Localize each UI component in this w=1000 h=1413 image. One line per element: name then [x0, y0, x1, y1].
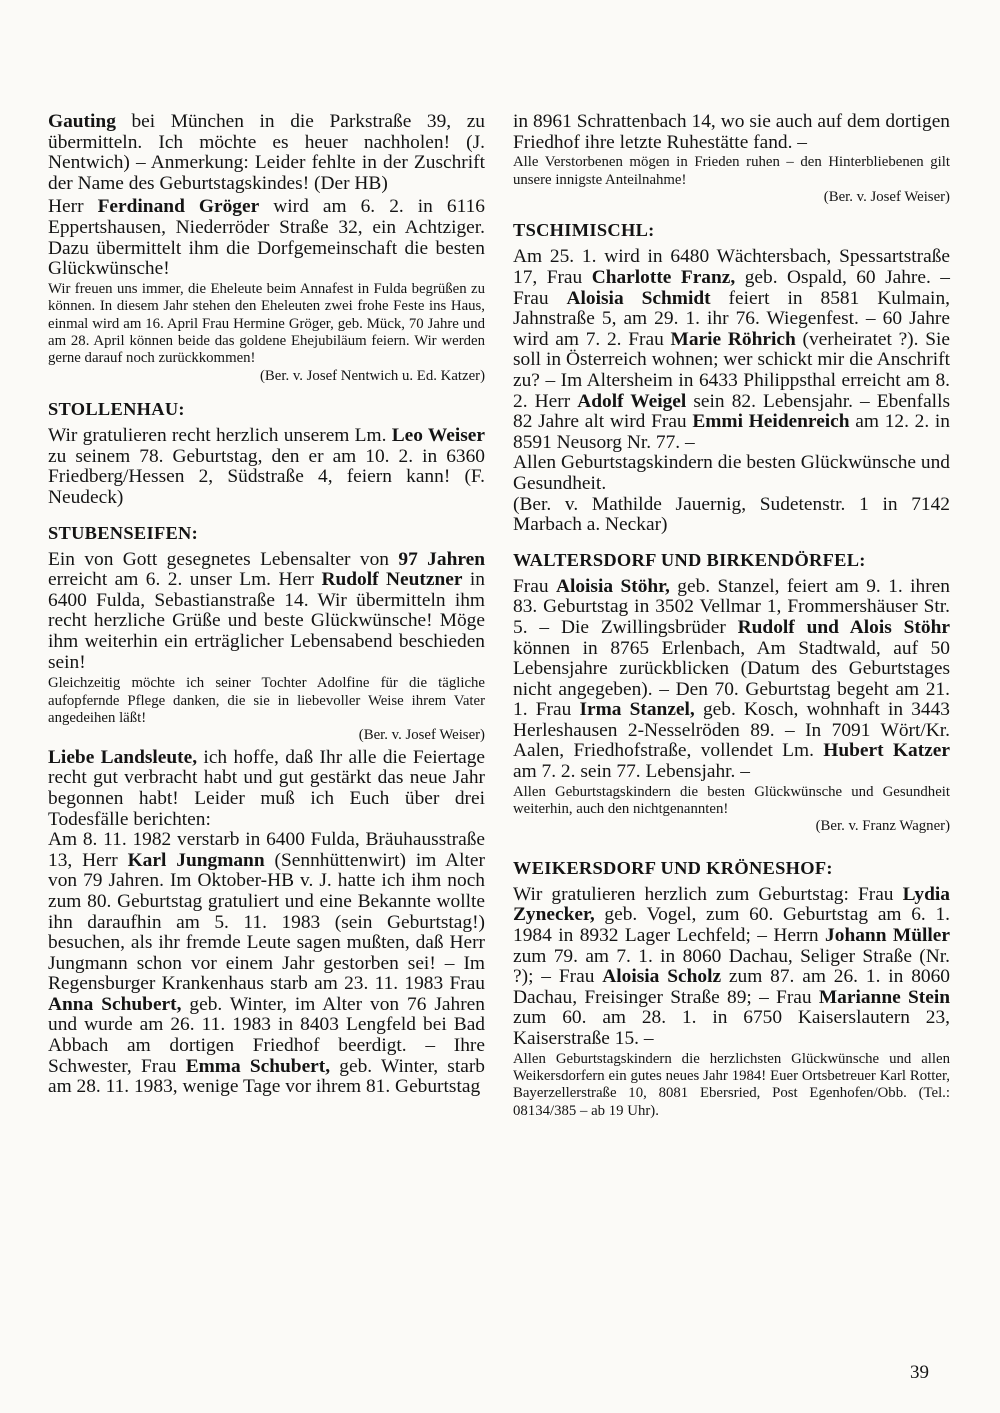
walter-text-3: können in 8765 Erlenbach, Am Stadtwald, auf 50 Lebensjahre zurückblicken (Datum des Geburtstages nicht angegeben). – Den 70. Geburtstag begeht am 21. 1. Frau	[513, 637, 950, 721]
left-column	[48, 112, 485, 1098]
irma-stanzel-name: Irma Stanzel,	[579, 699, 695, 721]
karl-jungmann-name: Karl Jungmann	[127, 849, 265, 871]
weik-text-2: geb. Vogel, zum 60. Geburtstag am 6. 1. 1984 in 8932 Lager Lechfeld; – Herrn	[513, 904, 950, 947]
annafest-credit: (Ber. v. Josef Nentwich u. Ed. Katzer)	[259, 367, 485, 384]
condolence-credit: (Ber. v. Josef Weiser)	[823, 189, 950, 205]
death-text-3: geb. Winter, im Alter von 76 Jahren und wurde am 26. 11. 1983 in 8403 Lengfeld bei Bad Abbach am dortigen Friedhof beerdigt. – Ihre Schwester, Frau	[48, 993, 485, 1077]
stubenseifen-heading: STUBENSEIFEN:	[48, 522, 199, 543]
emmi-heidenreich-name: Emmi Heidenreich	[692, 411, 850, 433]
death-text-1: Am 8. 11. 1982 verstarb in 6400 Fulda, Bräuhausstraße 13, Herr	[48, 829, 485, 871]
condolence-paragraph: Alle Verstorbenen mögen in Frieden ruhen – den Hinterbliebenen gilt unsere innigste Anteilnahme!	[513, 154, 950, 188]
tschimischl-heading: TSCHIMISCHL:	[513, 220, 655, 241]
stollenhau-text-1: Wir gratulieren recht herzlich unserem Lm.	[48, 425, 392, 447]
weik-text-4: zum 87. am 26. 1. in 8060 Dachau, Freisinger Straße 89; – Frau	[513, 966, 950, 1008]
stollenhau-paragraph	[48, 426, 485, 508]
tsch-text-6: am 12. 2. in 8591 Neusorg Nr. 77. –	[513, 411, 950, 453]
waltersdorf-wishes: Allen Geburtstagskindern die besten Glückwünsche und Gesundheit weiterhin, auch den nichtgenannten!	[513, 783, 950, 818]
tsch-text-4: (verheiratet ?). Sie soll in Österreich wohnen; wer schickt mir die Anschrift zu? – Im Altersheim in 6433 Philippsthal erreicht am 8. 2. Herr	[513, 328, 950, 412]
ferdinand-name: Ferdinand Gröger	[97, 196, 260, 218]
charlotte-franz-name: Charlotte Franz,	[591, 267, 736, 288]
weikersdorf-wishes: Allen Geburtstagskindern die herzlichsten Glückwünsche und allen Weikersdorfern ein gutes neues Jahr 1984! Euer Ortsbetreuer Karl Rotter, Bayerzellerstraße 10, 8081 Ebersried, Post Egenhofen/Obb. (Tel.: 08134/385 – ab 19 Uhr).	[513, 1050, 950, 1119]
liebe-landsleute-paragraph	[48, 748, 485, 830]
weik-text-1: Wir gratulieren herzlich zum Geburtstag: Frau	[513, 883, 903, 905]
tschimischl-credit: (Ber. v. Mathilde Jauernig, Sudetenstr. 1 in 7142 Marbach a. Neckar)	[513, 493, 950, 536]
stubenseifen-paragraph	[48, 550, 485, 674]
annafest-paragraph: Wir freuen uns immer, die Eheleute beim Annafest in Fulda begrüßen zu können. In diesem Jahr stehen den Eheleuten zwei frohe Feste ins Haus, einmal wird am 16. April Frau Hermine Gröger, geb. Mück, 70 Jahre und am 28. April können beide das goldene Ehejubiläum feiern. Wir werden gerne darauf noch zurückkommen!	[48, 280, 485, 367]
waltersdorf-credit: (Ber. v. Franz Wagner)	[815, 818, 950, 835]
emma-schubert-name: Emma Schubert,	[185, 1055, 331, 1077]
tsch-text-1: Am 25. 1. wird in 6480 Wächtersbach, Spessartstraße 17, Frau	[513, 246, 950, 288]
adolf-weigel-name: Adolf Weigel	[577, 390, 687, 412]
aloisia-scholz-name: Aloisia Scholz	[602, 966, 722, 988]
lydia-zynecker-name: Lydia Zynecker,	[513, 883, 950, 926]
weikersdorf-paragraph	[513, 885, 950, 1050]
waltersdorf-heading: WALTERSDORF UND BIRKENDÖRFEL:	[513, 549, 866, 570]
hubert-katzer-name: Hubert Katzer	[823, 740, 950, 762]
adolfine-credit: (Ber. v. Josef Weiser)	[358, 727, 485, 744]
ferdinand-paragraph	[48, 197, 485, 279]
stuben-text-2: erreicht am 6. 2. unser Lm. Herr	[48, 569, 322, 591]
leo-weiser-name: Leo Weiser	[391, 425, 485, 447]
tsch-text-2: geb. Ospald, 60 Jahre. – Frau	[513, 267, 950, 309]
walter-text-2: geb. Stanzel, feiert am 9. 1. ihren 83. Geburtstag in 3502 Vellmar 1, Frommershäuser Str. 5. – Die Zwillingsbrüder	[513, 575, 950, 638]
marianne-stein-name: Marianne Stein	[818, 986, 950, 1008]
liebe-text: ich hoffe, daß Ihr alle die Feiertage recht gut verbracht habt und gut gestärkt das neue Jahr begonnen habt! Leider muß ich Euch über drei Todesfälle berichten:	[48, 746, 485, 830]
liebe-landsleute: Liebe Landsleute,	[48, 746, 198, 768]
aloisia-stoehr-name: Aloisia Stöhr,	[555, 575, 670, 597]
tschimischl-wishes: Allen Geburtstagskindern die besten Glückwünsche und Gesundheit.	[513, 452, 950, 494]
tsch-text-5: sein 82. Lebensjahr. – Ebenfalls 82 Jahre alt wird Frau	[513, 390, 951, 433]
stuben-text-1: Ein von Gott gesegnetes Lebensalter von	[48, 548, 399, 570]
death-notice-paragraph	[48, 830, 485, 1098]
right-column	[513, 112, 950, 1120]
gauting-paragraph	[48, 112, 485, 194]
tschimischl-paragraph	[513, 247, 950, 453]
page-number: 39	[910, 1362, 929, 1383]
gauting-text: bei München in die Parkstraße 39, zu übermitteln. Ich möchte es heuer nachholen! (J. Nentwich) – Anmerkung: Leider fehlte in der Zuschrift der Name des Geburtstagskindes! (Der HB)	[48, 111, 485, 194]
waltersdorf-paragraph	[513, 577, 950, 783]
weikersdorf-heading: WEIKERSDORF UND KRÖNESHOF:	[513, 857, 833, 878]
weik-text-3: zum 79. am 7. 1. in 8060 Dachau, Seliger Straße (Nr. ?); – Frau	[513, 945, 950, 988]
walter-text-4: geb. Kosch, wohnhaft in 3443 Herleshausen 2-Nesselröden 89. – In 7091 Wört/Kr. Aalen, Friedhofstraße, vollendet Lm.	[513, 699, 950, 762]
aloisia-schmidt-name: Aloisia Schmidt	[566, 287, 711, 309]
death-text-4: geb. Winter, starb am 28. 11. 1983, wenige Tage vor ihrem 81. Geburtstag	[48, 1055, 485, 1098]
stollenhau-text-2: zu seinem 78. Geburtstag, den er am 10. 2. in 6360 Friedberg/Hessen 2, Südstraße 4, feiern kann! (F. Neudeck)	[48, 445, 485, 508]
anna-schubert-name: Anna Schubert,	[48, 993, 182, 1015]
walter-text-5: am 7. 2. sein 77. Lebensjahr. –	[513, 761, 750, 783]
rudolf-alois-stoehr-name: Rudolf und Alois Stöhr	[737, 616, 950, 638]
walter-text-1: Frau	[513, 575, 556, 597]
marie-roehrich-name: Marie Röhrich	[670, 328, 796, 350]
gauting-name: Gauting	[48, 111, 116, 132]
rudolf-neutzner-name: Rudolf Neutzner	[321, 569, 463, 591]
ferdinand-text: wird am 6. 2. in 6116 Eppertshausen, Niederröder Straße 32, ein Achtziger. Dazu übermittelt ihm die Dorfgemeinschaft die besten Glückwünsche!	[48, 196, 485, 280]
tsch-text-3: feiert in 8581 Kulmain, Jahnstraße 5, am 29. 1. ihr 76. Wiegenfest. – 60 Jahre wird am 7. 2. Frau	[513, 287, 950, 350]
johann-mueller-name: Johann Müller	[825, 925, 950, 947]
adolfine-paragraph: Gleichzeitig möchte ich seiner Tochter Adolfine für die tägliche aufopfernde Pflege danken, die sie in liebevoller Weise ihrem Vater angedeihen läßt!	[48, 675, 485, 726]
stuben-text-3: in 6400 Fulda, Sebastianstraße 14. Wir übermitteln ihm recht herzliche Grüße und beste Glückwünsche! Möge ihm weiterhin ein erträglicher Lebensabend beschieden sein!	[48, 569, 486, 673]
stollenhau-heading: STOLLENHAU:	[48, 399, 185, 420]
weik-text-5: zum 60. am 28. 1. in 6750 Kaiserslautern 23, Kaiserstraße 15. –	[513, 1007, 950, 1050]
herr-prefix: Herr	[48, 196, 98, 218]
death-text-2: (Sennhüttenwirt) im Alter von 79 Jahren. Im Oktober-HB v. J. hatte ich ihm noch zum 80. Geburtstag gratuliert und eine Bekannte wollte ihn daraufhin am 5. 11. 1983 (sein Geburtstag!) besuchen, als ihr fremde Leute sagen mußten, daß Herr Jungmann schon vor einem Jahr gestorben sei! – Im Regensburger Krankenhaus starb am 23. 11. 1983 Frau	[48, 849, 485, 995]
stuben-years: 97 Jahren	[398, 548, 485, 570]
continuation-paragraph: in 8961 Schrattenbach 14, wo sie auch auf dem dortigen Friedhof ihre letzte Ruhestätte fand. –	[513, 111, 950, 153]
